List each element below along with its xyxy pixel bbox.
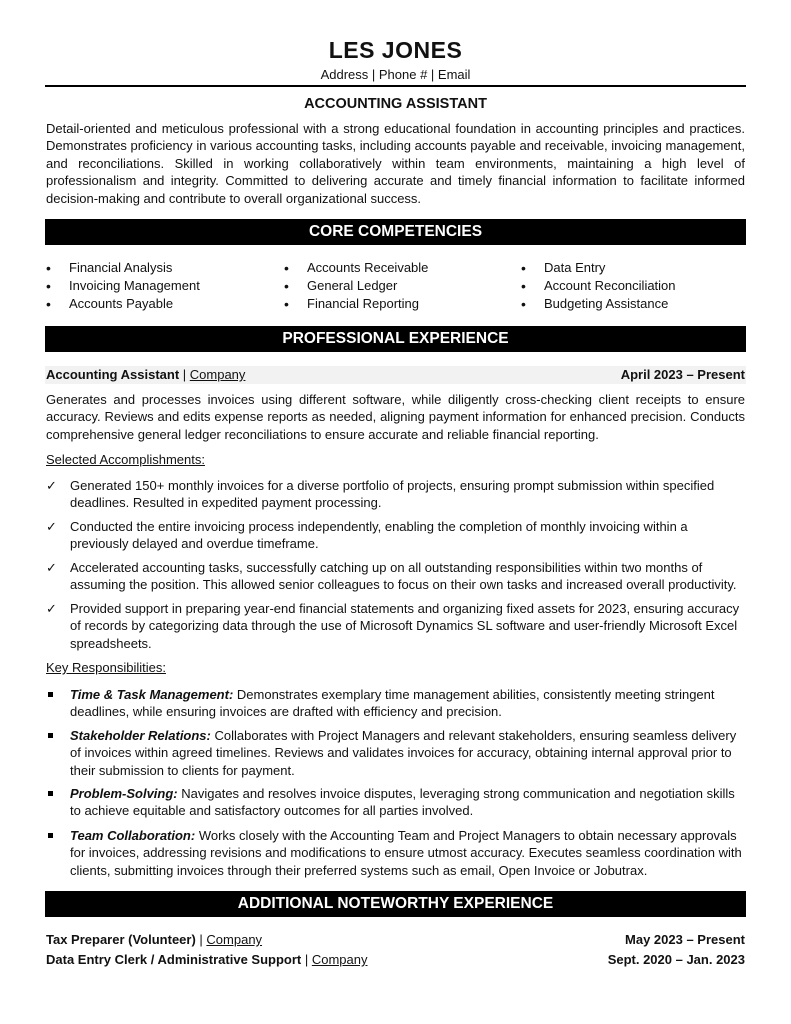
responsibility-text: Works closely with the Accounting Team and Project Managers to obtain necessary approvals for invoices, addressing revisions and modifications to ensure utmost accuracy. Executes seamless coordination with clients, submitting invoices through their preferred systems such as email, Open Invoice or Jobutrax. (70, 828, 742, 878)
competency-column-3 (521, 259, 676, 313)
header-divider (45, 85, 746, 87)
square-bullet-icon (46, 785, 66, 802)
job-company: Company (189, 367, 246, 382)
responsibility-item (46, 827, 745, 879)
additional-job-row (45, 931, 746, 949)
competency-item: • Accounts Receivable (284, 259, 428, 277)
checkmark-icon: ✓ (46, 478, 57, 493)
responsibility-label: Problem-Solving: (70, 786, 178, 801)
accomplishment-text: Provided support in preparing year-end financial statements and organizing fixed assets for 2023, ensuring accuracy of records by categorizing data through the use of Microsoft Dynamics SL software and user-friendly Microsoft Excel spreadsheets. (70, 601, 740, 651)
professional-summary: Detail-oriented and meticulous professional with a strong educational foundation in accounting principles and practices. Demonstrates proficiency in various accounting tasks, including accounts payable and receivable, invoicing management, and reconciliations. Skilled in working collaboratively within team environments, maintaining a high level of professionalism and integrity. Committed to delivering accurate and timely financial information to facilitate informed decision-making and contribute to overall organizational success. (46, 121, 745, 206)
job-title: Data Entry Clerk / Administrative Support (46, 952, 302, 967)
responsibility-text: Collaborates with Project Managers and relevant stakeholders, ensuring seamless delivery of invoices within agreed timelines. Reviews and validates invoices for accuracy, obtaining internal approval prior to their submission to clients for payment. (70, 728, 737, 778)
accomplishment-item (46, 518, 745, 553)
responsibilities-heading: Key Responsibilities: (46, 660, 166, 675)
competency-item: • Data Entry (521, 259, 676, 277)
accomplishment-text: Generated 150+ monthly invoices for a diverse portfolio of projects, ensuring prompt submission within specified deadlines. Resulted in expedited payment processing. (70, 478, 715, 511)
accomplishment-item (46, 559, 745, 594)
responsibility-item (46, 785, 745, 820)
competency-item: • Financial Reporting (284, 295, 428, 313)
job-header-row (45, 366, 746, 384)
responsibility-item (46, 686, 745, 721)
job-company: Company (311, 952, 368, 967)
responsibility-item (46, 727, 745, 779)
square-bullet-icon (46, 727, 66, 744)
competency-column-2 (284, 259, 428, 313)
professional-experience-heading: PROFESSIONAL EXPERIENCE (45, 326, 746, 352)
job-description: Generates and processes invoices using different software, while diligently cross-checking client receipts to ensure accuracy. Reviews and edits expense reports as needed, aligning payment information for enhanced precision. Conducts comprehensive general ledger reconciliations to ensure accurate and reliable financial reporting. (46, 392, 745, 442)
job-title: Accounting Assistant (46, 367, 180, 382)
job-dates: Sept. 2020 – Jan. 2023 (607, 952, 745, 967)
core-competencies-heading: CORE COMPETENCIES (45, 219, 746, 245)
job-title-line (46, 366, 245, 384)
competency-item: • Accounts Payable (46, 295, 200, 313)
checkmark-icon: ✓ (46, 560, 57, 575)
competency-item: • Budgeting Assistance (521, 295, 676, 313)
accomplishment-item (46, 477, 745, 512)
accomplishment-text: Accelerated accounting tasks, successfully catching up on all outstanding responsibilities within two months of assuming the position. This allowed senior colleagues to focus on their own tasks and increased overall productivity. (70, 560, 737, 593)
square-bullet-icon (46, 827, 66, 844)
candidate-name: LES JONES (328, 37, 463, 63)
responsibility-label: Stakeholder Relations: (70, 728, 211, 743)
job-dates: May 2023 – Present (625, 932, 745, 947)
job-dates: April 2023 – Present (620, 367, 745, 382)
job-separator: | (195, 932, 207, 947)
additional-job-row (45, 951, 746, 969)
responsibility-label: Team Collaboration: (70, 828, 196, 843)
accomplishment-item (46, 600, 745, 652)
job-company: Company (206, 932, 263, 947)
checkmark-icon: ✓ (46, 519, 57, 534)
competency-item: • General Ledger (284, 277, 428, 295)
role-title: ACCOUNTING ASSISTANT (304, 96, 487, 112)
job-separator: | (179, 367, 190, 382)
additional-experience-heading: ADDITIONAL NOTEWORTHY EXPERIENCE (45, 891, 746, 917)
competency-column-1 (46, 259, 200, 313)
competency-item: • Account Reconciliation (521, 277, 676, 295)
accomplishment-text: Conducted the entire invoicing process independently, enabling the completion of monthly invoicing within a previously delayed and overdue timeframe. (70, 519, 688, 552)
responsibility-text: Demonstrates exemplary time management abilities, consistently meeting stringent deadlines, while ensuring invoices are drafted with efficiency and precision. (70, 687, 715, 720)
accomplishments-heading: Selected Accomplishments: (46, 452, 205, 467)
responsibility-label: Time & Task Management: (70, 687, 234, 702)
job-title: Tax Preparer (Volunteer) (46, 932, 196, 947)
job-separator: | (301, 952, 312, 967)
square-bullet-icon (46, 686, 66, 703)
competency-item: • Invoicing Management (46, 277, 200, 295)
checkmark-icon: ✓ (46, 601, 57, 616)
responsibility-text: Navigates and resolves invoice disputes, leveraging strong communication and negotiation skills to achieve equitable and satisfactory outcomes for all parties involved. (70, 786, 735, 819)
competency-item: • Financial Analysis (46, 259, 200, 277)
contact-line: Address | Phone # | Email (320, 67, 471, 82)
